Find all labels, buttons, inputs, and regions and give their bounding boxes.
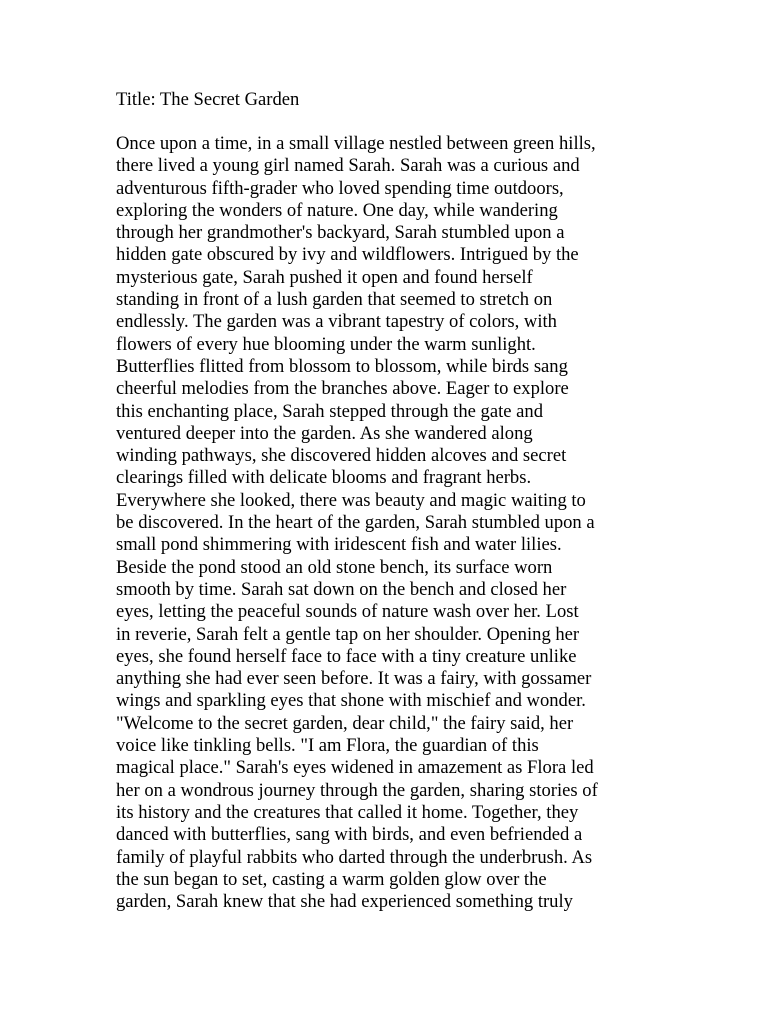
story-line: clearings filled with delicate blooms and fragrant herbs. (116, 467, 532, 489)
story-line: through her grandmother's backyard, Sarah stumbled upon a (116, 222, 565, 244)
document-title: Title: The Secret Garden (116, 89, 300, 110)
story-line: eyes, letting the peaceful sounds of nature wash over her. Lost (116, 601, 579, 623)
story-line: anything she had ever seen before. It was a fairy, with gossamer (116, 668, 592, 690)
story-line: Everywhere she looked, there was beauty and magic waiting to (116, 489, 586, 511)
story-line: flowers of every hue blooming under the warm sunlight. (116, 333, 536, 355)
story-line: small pond shimmering with iridescent fish and water lilies. (116, 534, 562, 556)
story-line: its history and the creatures that called it home. Together, they (116, 801, 579, 823)
story-line: winding pathways, she discovered hidden alcoves and secret (116, 445, 567, 467)
story-line: garden, Sarah knew that she had experienced something truly (116, 891, 573, 913)
story-line: be discovered. In the heart of the garden, Sarah stumbled upon a (116, 512, 595, 534)
story-line: Once upon a time, in a small village nestled between green hills, (116, 133, 596, 154)
story-line: family of playful rabbits who darted through the underbrush. As (116, 846, 593, 868)
story-line: "Welcome to the secret garden, dear child," the fairy said, her (116, 712, 574, 734)
story-line: standing in front of a lush garden that seemed to stretch on (116, 289, 553, 311)
story-line: in reverie, Sarah felt a gentle tap on her shoulder. Opening her (116, 623, 580, 645)
story-line: exploring the wonders of nature. One day, while wandering (116, 199, 558, 221)
story-line: Beside the pond stood an old stone bench, its surface worn (116, 556, 553, 578)
story-line: Butterflies flitted from blossom to blossom, while birds sang (116, 355, 568, 377)
story-line: voice like tinkling bells. "I am Flora, the guardian of this (116, 735, 539, 757)
story-line: danced with butterflies, sang with birds, and even befriended a (116, 824, 583, 846)
story-line: ventured deeper into the garden. As she wandered along (116, 422, 533, 444)
story-line: the sun began to set, casting a warm golden glow over the (116, 868, 547, 890)
story-line: mysterious gate, Sarah pushed it open and found herself (116, 266, 533, 288)
story-line: endlessly. The garden was a vibrant tapestry of colors, with (116, 311, 557, 333)
story-line: magical place." Sarah's eyes widened in amazement as Flora led (116, 757, 594, 779)
story-line: adventurous fifth-grader who loved spending time outdoors, (116, 177, 564, 199)
story-line: wings and sparkling eyes that shone with mischief and wonder. (116, 690, 586, 712)
story-line: hidden gate obscured by ivy and wildflowers. Intrigued by the (116, 244, 579, 266)
story-line: this enchanting place, Sarah stepped through the gate and (116, 400, 544, 422)
story-line: eyes, she found herself face to face with a tiny creature unlike (116, 645, 577, 667)
story-line: her on a wondrous journey through the garden, sharing stories of (116, 779, 598, 801)
story-body (116, 133, 676, 913)
story-line: smooth by time. Sarah sat down on the bench and closed her (116, 578, 567, 600)
story-line: there lived a young girl named Sarah. Sarah was a curious and (116, 155, 580, 177)
story-line: cheerful melodies from the branches above. Eager to explore (116, 378, 569, 400)
